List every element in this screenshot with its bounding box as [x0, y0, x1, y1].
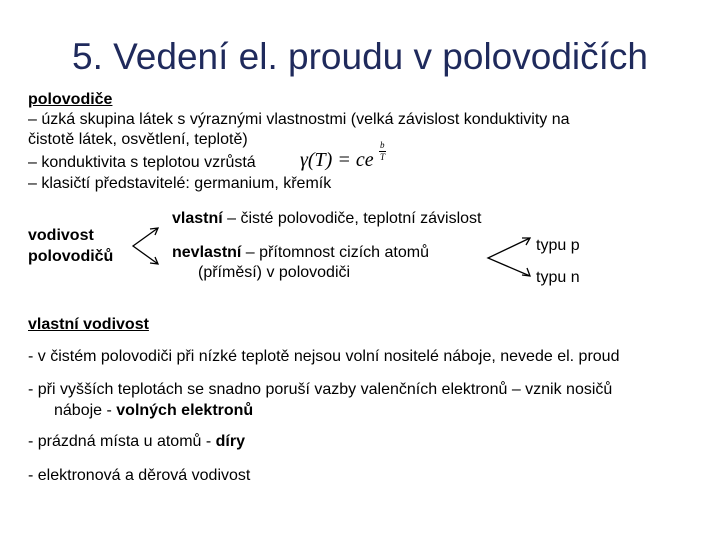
intrinsic-point-2-line-2: [54, 401, 253, 421]
intrinsic-point-3-prefix: - prázdná místa u atomů -: [28, 433, 216, 450]
formula-exponent-denominator: T: [380, 152, 386, 162]
intrinsic-point-2-prefix: náboje -: [54, 402, 117, 419]
extrinsic-term: nevlastní: [172, 244, 242, 261]
intro-heading: polovodiče: [28, 91, 113, 108]
classification-root-line-1: vodivost: [28, 227, 94, 244]
intrinsic-branch: [172, 209, 482, 229]
intrinsic-description: – čisté polovodiče, teplotní závislost: [222, 210, 482, 227]
conductivity-formula: γ(T) = ce: [300, 149, 374, 171]
type-n-label: typu n: [536, 269, 580, 286]
type-p-label: typu p: [536, 237, 580, 254]
extrinsic-branch: [172, 243, 429, 263]
extrinsic-description: – přítomnost cizích atomů: [241, 244, 429, 261]
classification-root-line-2: polovodičů: [28, 248, 114, 265]
intrinsic-point-1: - v čistém polovodiči při nízké teplotě nejsou volní nositelé náboje, nevede el. proud: [28, 348, 620, 365]
intro-line-2: čistotě látek, osvětlení, teplotě): [28, 131, 248, 148]
intro-line-4: – klasičtí představitelé: germanium, křemík: [28, 175, 332, 192]
intrinsic-point-2-line-1: - při vyšších teplotách se snadno poruší vazby valenčních elektronů – vznik nosičů: [28, 381, 613, 398]
branch-arrows-right: [480, 232, 536, 280]
intrinsic-section-heading: vlastní vodivost: [28, 316, 149, 333]
intrinsic-term: vlastní: [172, 210, 223, 227]
free-electrons-term: volných elektronů: [116, 402, 254, 419]
intro-line-1: – úzká skupina látek s výraznými vlastnostmi (velká závislost konduktivity na: [28, 111, 570, 128]
intrinsic-point-4: - elektronová a děrová vodivost: [28, 467, 251, 484]
intrinsic-point-3: [28, 432, 245, 452]
holes-term: díry: [215, 433, 245, 450]
intro-line-3: – konduktivita s teplotou vzrůstá: [28, 154, 256, 171]
formula-exponent-numerator: b: [380, 140, 385, 150]
extrinsic-description-2: (příměsí) v polovodiči: [198, 264, 351, 281]
page-title: 5. Vedení el. proudu v polovodičích: [72, 36, 648, 77]
branch-arrows-left: [128, 222, 164, 270]
